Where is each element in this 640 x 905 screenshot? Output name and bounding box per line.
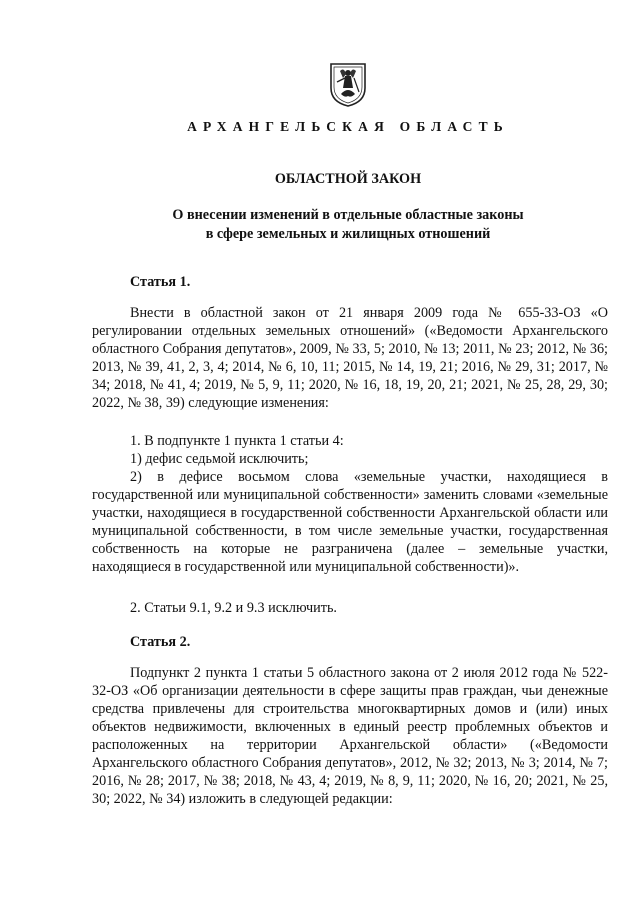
article-2-heading: Статья 2.: [130, 634, 191, 650]
law-subject-line-2: в сфере земельных и жилищных отношений: [205, 226, 491, 242]
article-1-heading: Статья 1.: [130, 274, 191, 290]
article-2-text: Подпункт 2 пункта 1 статьи 5 областного закона от 2 июля 2012 года № 522-32-ОЗ «Об организации деятельности в сфере защиты прав граждан, чьи денежные средства привлечены для строительства многоквартирных домов и (или) иных объектов недвижимости, включенных в единый реестр проблемных объектов и расположенных на территории Архангельской области» («Ведомости Архангельского областного Собрания депутатов», 2012, № 32; 2013, № 3; 2014, № 7; 2016, № 28; 2017, № 38; 2018, № 43, 4; 2019, № 8, 9, 11; 2020, № 16, 20; 2021, № 25, 30; 2022, № 34) изложить в следующей редакции:: [92, 665, 608, 807]
article-1-item-1: 1. В подпункте 1 пункта 1 статьи 4:: [130, 433, 344, 449]
article-1-item-2: 2. Статьи 9.1, 9.2 и 9.3 исключить.: [130, 600, 337, 616]
law-subject-line-1: О внесении изменений в отдельные областные законы: [172, 207, 524, 223]
article-1-item-1-subitem-2: 2) в дефисе восьмом слова «земельные участки, находящиеся в государственной или муниципальной собственности» заменить словами «земельные участки, находящиеся в государственной собственности Архангельской области или муниципальной собственности, в том числе земельные участки, государственная собственность на которые не разграничена (далее – земельные участки, находящиеся в государственной или муниципальной собственности)».: [92, 469, 608, 575]
region-title: АРХАНГЕЛЬСКАЯ ОБЛАСТЬ: [187, 119, 509, 134]
archangel-coat-of-arms-icon: [327, 58, 369, 108]
article-1-intro: Внести в областной закон от 21 января 2009 года № 655-33-ОЗ «О регулировании отдельных земельных отношений» («Ведомости Архангельского областного Собрания депутатов», 2009, № 33, 5; 2010, № 13; 2011, № 23; 2012, № 36; 2013, № 39, 41, 2, 3, 4; 2014, № 6, 10, 11; 2015, № 14, 19, 21; 2016, № 29, 31; 2017, № 34; 2018, № 41, 4; 2019, № 5, 9, 11; 2020, № 16, 18, 19, 20, 21; 2021, № 25, 28, 29, 30; 2022, № 38, 39) следующие изменения:: [92, 305, 608, 411]
article-1-item-1-subitem-1: 1) дефис седьмой исключить;: [130, 451, 309, 467]
law-type-title: ОБЛАСТНОЙ ЗАКОН: [274, 171, 422, 187]
